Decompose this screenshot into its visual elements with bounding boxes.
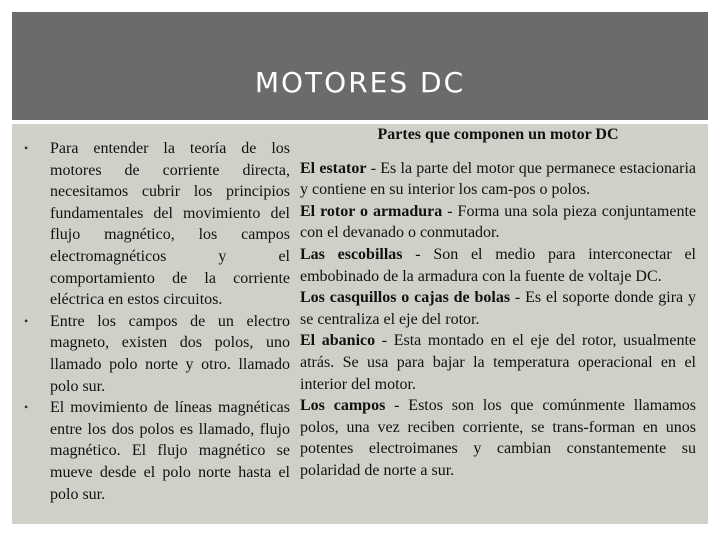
- bullet-icon: •: [24, 313, 29, 328]
- parts-list: [300, 158, 696, 482]
- bullet-item: [24, 397, 290, 505]
- bullet-item: [24, 138, 290, 311]
- part-desc: - Son el medio para interconectar el embobinado de la armadura con la fuente de voltaje DC.: [300, 245, 697, 285]
- bullet-list: [24, 138, 290, 505]
- part-desc: - Es la parte del motor que permanece estacionaria y contiene en su interior los cam-pos o polos.: [300, 159, 697, 199]
- title-banner: [12, 12, 708, 120]
- part-name: El estator: [300, 159, 367, 177]
- right-column: [300, 124, 696, 482]
- part-name: Los campos: [300, 397, 386, 415]
- bullet-item: [24, 311, 290, 397]
- part-name: El rotor o armadura: [300, 202, 443, 220]
- left-column: [24, 138, 290, 505]
- bullet-icon: •: [24, 400, 29, 415]
- bullet-text: Entre los campos de un electro magneto, existen dos polos, uno llamado polo norte y otro. llamado polo sur.: [50, 312, 290, 395]
- bullet-icon: •: [24, 141, 29, 155]
- part-name: El abanico: [300, 332, 376, 350]
- part-desc: - Es el soporte donde gira y se centraliza el eje del rotor.: [300, 289, 697, 328]
- part-desc: - Estos son los que comúnmente llamamos polos, una vez reciben corriente, se trans-forman en unos potentes electroimanes y cambian constantemente su polaridad de norte a sur.: [300, 397, 696, 479]
- part-desc: - Forma una sola pieza conjuntamente con el devanado o conmutador.: [300, 202, 696, 242]
- parts-heading: Partes que componen un motor DC: [377, 126, 619, 143]
- part-name: Los casquillos o cajas de bolas: [300, 289, 511, 307]
- part-desc: - Esta montado en el eje del rotor, usualmente atrás. Se usa para bajar la temperatura operacional en el interior del motor.: [300, 332, 696, 393]
- bullet-text: El movimiento de líneas magnéticas entre los dos polos es llamado, flujo magnético. El flujo magnético se mueve desde el polo norte hasta el polo sur.: [50, 399, 290, 503]
- bullet-text: Para entender la teoría de los motores de corriente directa, necesitamos cubrir los principios fundamentales del movimiento del flujo magnético, los campos electromagnéticos y el comportamiento de la corriente eléctrica en estos circuitos.: [50, 140, 290, 309]
- content-panel: [12, 124, 708, 524]
- slide-title: MOTORES DC: [254, 66, 466, 99]
- part-name: Las escobillas: [300, 245, 403, 263]
